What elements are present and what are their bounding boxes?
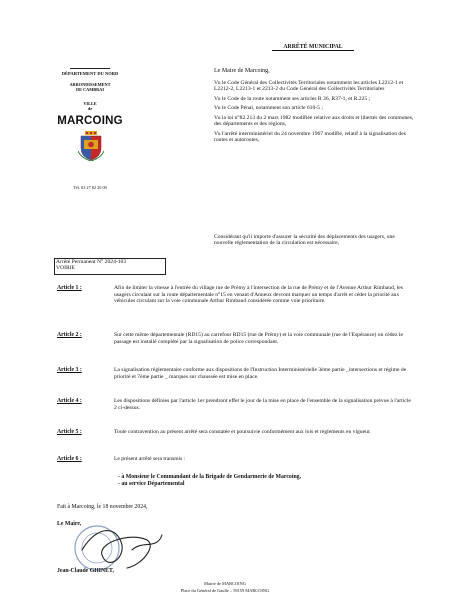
visa-item: Vu la loi n°82.213 du 2 mars 1982 modifiée relative aux droits et libertés des communes, des départements et des régions, (214, 114, 414, 128)
reference-text (56, 259, 126, 272)
department-text: DÉPARTEMENT DU NORD (61, 71, 119, 76)
article-5-text: Toute contravention au présent arrêté sera constatée et poursuivie conformément aux lois et règlements en vigueur. (114, 429, 371, 435)
ville-line-2: de (87, 106, 93, 111)
arrondissement-line-2: DE CAMBRAI (75, 87, 105, 92)
footer-line-1: Mairie de MARCOING (204, 581, 246, 586)
ville-line-1: VILLE (83, 101, 97, 106)
mayor-line: Le Maire de Marcoing, (214, 68, 270, 74)
visa-item: Vu le Code de la route notamment ses articles R 36, R37-1, et R.225 ; (214, 95, 371, 102)
maire-label: Le Maire, (57, 521, 82, 527)
recipient-item: - au service Départemental (118, 480, 185, 487)
phone-number: Tél. 03 27 82 20 00 (73, 185, 107, 190)
recipient-list (118, 474, 398, 487)
visa-list (214, 80, 414, 146)
article-3-text: La signalisation réglementaire conforme aux dispositions de l'Instruction Interministérielle 3ème partie _intersections et régime de priorité et 7ème partie _ marques sur chaussée est mise en place. (114, 367, 407, 380)
divider (70, 68, 110, 69)
town-name: MARCOING (57, 115, 123, 127)
arrondissement-line-1: ARRONDISSEMENT (69, 82, 111, 87)
article-4-text: Les dispositions définies par l'article 1er prendront effet le jour de la mise en place de l'ensemble de la signalisation prévue à l'article 2 ci-dessus. (114, 398, 411, 411)
article-2-label: Article 2 : (57, 332, 82, 338)
recipient-item: - à Monsieur le Commandant de la Brigade de Gendarmerie de Marcoing, (118, 474, 302, 480)
document-title: ARRÊTÉ MUNICIPAL (272, 44, 354, 51)
visa-item: Vu le Code Pénal, notamment son article 610-5 ; (214, 105, 323, 112)
date-line: Fait à Marcoing, le 18 novembre 2024, (57, 504, 148, 510)
coat-of-arms-icon (78, 131, 104, 161)
reference-category: VOIRIE (56, 265, 75, 272)
footer-line-2: Place du Général de Gaulle – 59159 MARCOING (180, 588, 270, 593)
article-6-label: Article 6 : (57, 456, 82, 462)
article-3-label: Article 3 : (57, 367, 82, 373)
article-5-label: Article 5 : (57, 429, 82, 435)
visa-item: Vu l'arrêté interministériel du 24 novembre 1967 modifié, relatif à la signalisation des routes et autoroutes, (214, 130, 406, 143)
reference-number: Arrêté Permanent N° 2024-103 (56, 259, 127, 265)
considerant: Considérant qu'il importe d'assurer la sécurité des déplacements des usagers, une nouvelle réglementation de la circulation est nécessaire, (214, 234, 395, 247)
article-2-text: Sur cette même départementale (RD15) au carrefour RD15 (rue de Prémy) et la voie communale (rue de l'Espérance) on cèdez le passage est installé complété par la signalisation de police correspondant. (114, 332, 403, 345)
visa-item: Vu le Code Général des Collectivités Territoriales notamment les articles L2212-1 et L2212-2, L2213-1 et 2213-2 du Code Général des Collectivités Territoriales (214, 80, 404, 93)
article-4-label: Article 4 : (57, 398, 82, 404)
article-6-text: Le présent arrêté sera transmis : (114, 456, 186, 462)
department-label (60, 68, 120, 76)
article-1-text: Afin de limiter la vitesse à l'entrée du village rue de Prémy à l'intersection de la rue de Prémy et de l'Avenue Arthur Rimbaud, les usagers circulant sur la route départementale n°15 en venant d'Anneux devront marquer un temps d'arrêt et céder la priorité aux véhicules circulant sur la voie communale Arthur Rimbaud considérée comme voie prioritaire. (114, 285, 403, 304)
article-1-label: Article 1 : (57, 285, 82, 291)
arrondissement-label (60, 82, 120, 92)
signer-name: Jean-Claude GHINET, (57, 568, 114, 574)
ville-label (60, 101, 120, 111)
